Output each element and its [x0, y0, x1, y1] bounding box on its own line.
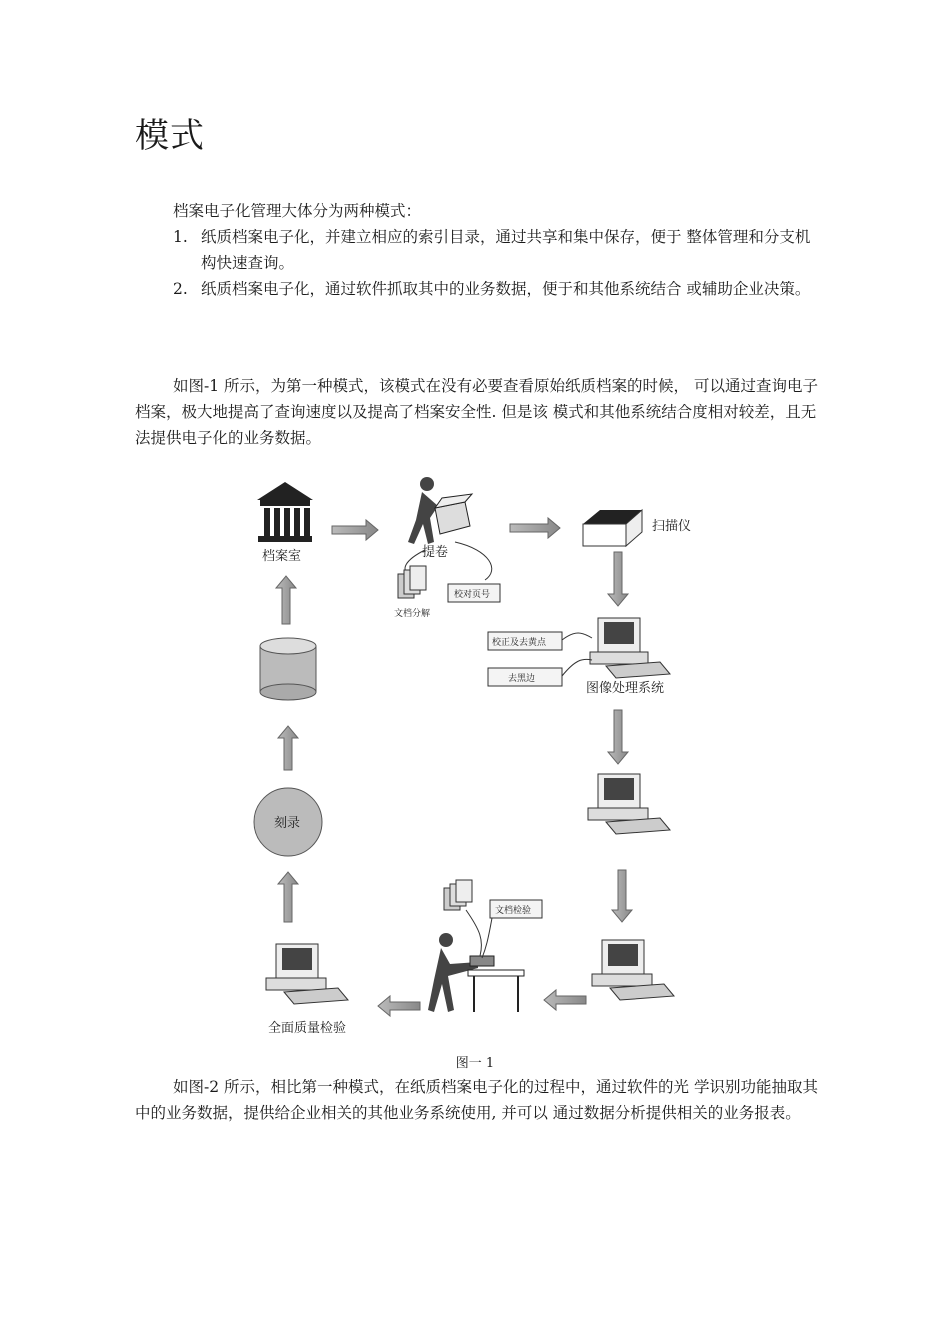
mode-list: [135, 224, 820, 302]
arrow-down-icon: [608, 710, 628, 764]
label-correct-despeckle: 校正及去黄点: [492, 638, 547, 648]
document-stack-icon: [444, 880, 472, 910]
label-image-system: 图像处理系统: [586, 681, 665, 696]
arrow-down-icon: [608, 552, 628, 606]
label-retrieve: 提卷: [422, 545, 449, 560]
list-item: [135, 224, 820, 276]
computer-icon: [590, 618, 670, 678]
arrow-left-icon: [544, 990, 586, 1010]
computer-icon: [588, 774, 670, 834]
list-text: 纸质档案电子化，并建立相应的索引目录，通过共享和集中保存，便于 整体管理和分支机构快速查询。: [201, 228, 811, 272]
label-burn: 刻录: [274, 816, 301, 831]
arrow-up-icon: [278, 726, 298, 770]
arrow-up-icon: [278, 872, 298, 922]
label-check-page: 校对页号: [454, 590, 491, 600]
person-inspect-icon: [428, 933, 524, 1012]
computer-icon: [266, 944, 348, 1004]
document-stack-icon: [398, 566, 426, 598]
label-quality-check: 全面质量检验: [268, 1021, 347, 1036]
list-number: 2.: [173, 280, 188, 298]
label-remove-black: 去黑边: [508, 674, 536, 684]
list-text: 纸质档案电子化，通过软件抓取其中的业务数据，便于和其他系统结合 或辅助企业决策。: [201, 280, 811, 298]
label-doc-split: 文档分解: [394, 609, 431, 619]
label-scanner: 扫描仪: [652, 519, 692, 534]
figure-caption: 图一 1: [455, 1056, 495, 1071]
person-box-icon: [408, 477, 472, 544]
arrow-left-icon: [378, 996, 420, 1016]
archive-building-icon: [257, 482, 313, 542]
list-number: 1.: [173, 228, 188, 246]
intro-text: 档案电子化管理大体分为两种模式：: [173, 202, 422, 220]
figure-1-diagram: [230, 470, 710, 1050]
paragraph-figure2: 如图-2 所示，相比第一种模式，在纸质档案电子化的过程中，通过软件的光 学识别功能抽取其中的业务数据，提供给企业相关的其他业务系统使用, 并可以 通过数据分析提供相关的业务报表。: [135, 1078, 818, 1122]
list-item: [135, 276, 820, 302]
paragraph-figure1: 如图-1 所示，为第一种模式，该模式在没有必要查看原始纸质档案的时候， 可以通过查询电子档案，极大地提高了查询速度以及提高了档案安全性. 但是该 模式和其他系统结合度相对较差，且无法提供电子化的业务数据。: [135, 377, 818, 447]
computer-icon: [592, 940, 674, 1000]
scanner-icon: [583, 510, 642, 546]
arrow-right-icon: [510, 518, 560, 538]
database-icon: [260, 638, 316, 700]
arrow-right-icon: [332, 520, 378, 540]
page-title: 模式: [135, 116, 205, 156]
label-doc-check: 文档检验: [495, 906, 532, 916]
workflow-diagram: [230, 470, 710, 1050]
label-archive-room: 档案室: [262, 549, 302, 564]
arrow-up-icon: [276, 576, 296, 624]
arrow-down-icon: [612, 870, 632, 922]
